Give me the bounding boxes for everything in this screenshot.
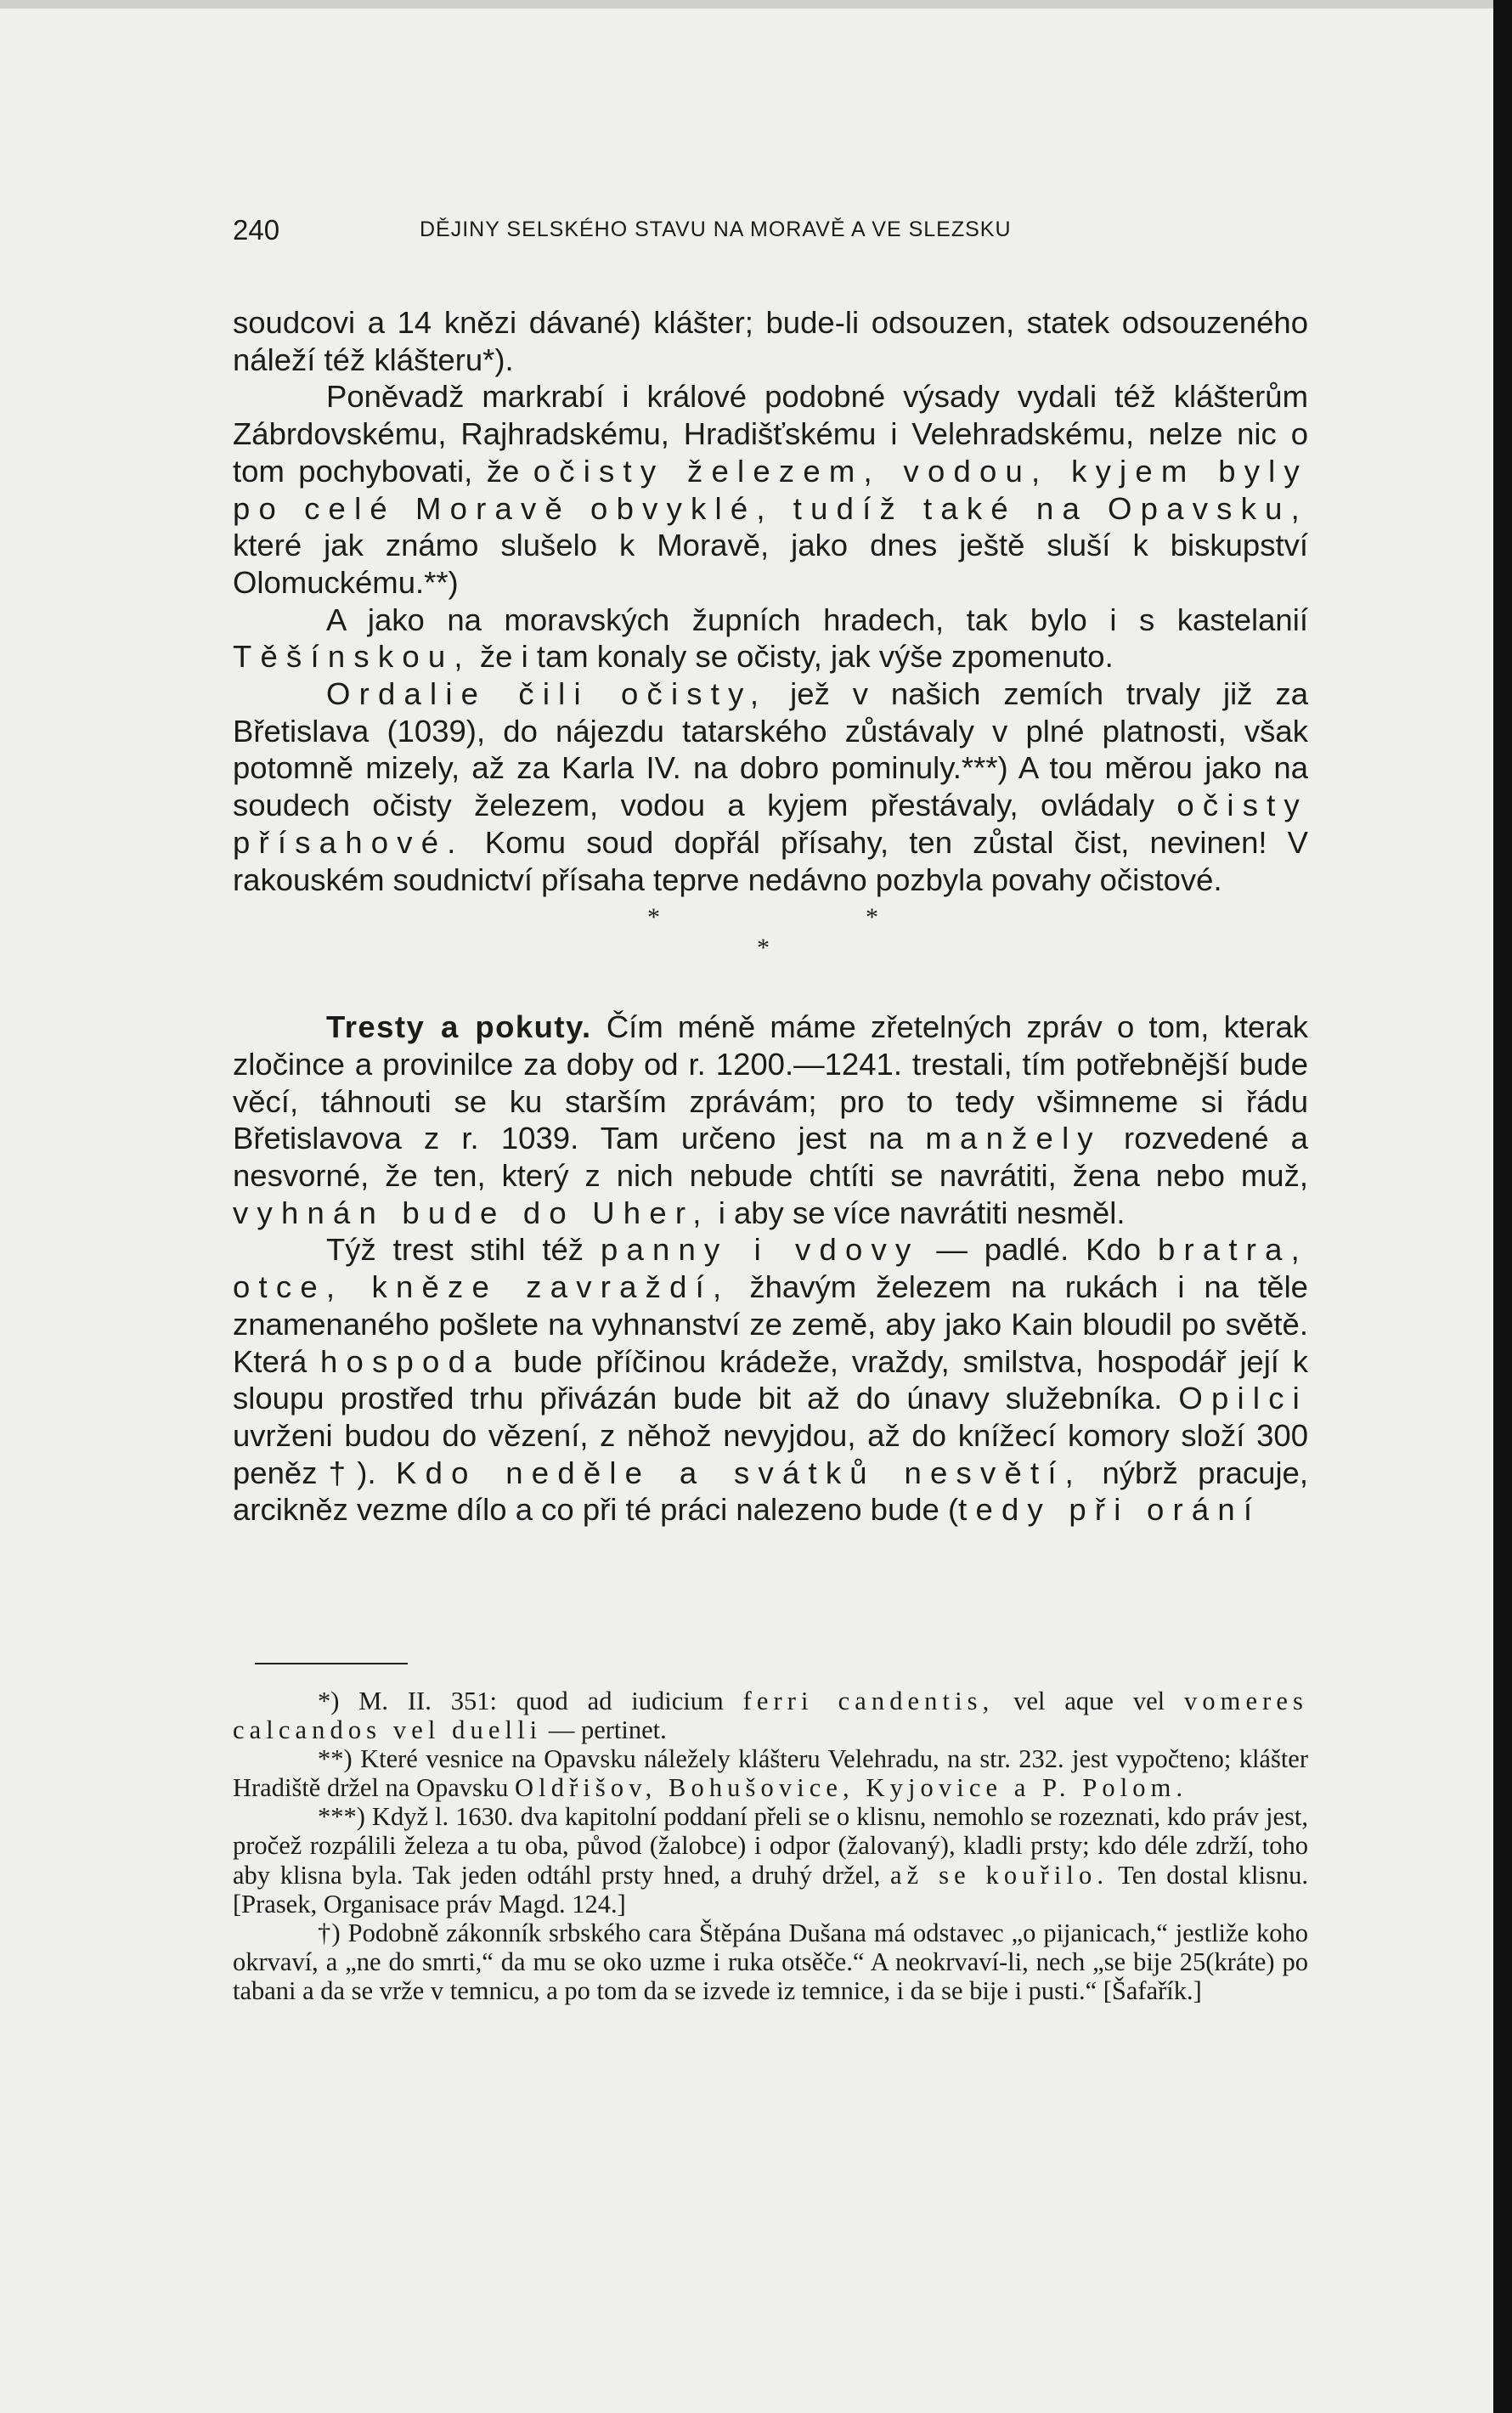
- paragraph-4-spaced: Ordalie čili očisty,: [326, 676, 768, 712]
- paragraph-6-spaced-5: Kdo neděle a svátků nesvětí,: [396, 1455, 1083, 1490]
- separator-star: *: [866, 903, 878, 932]
- paragraph-6-spaced-3: hospoda: [320, 1343, 500, 1379]
- paragraph-6: [233, 1231, 1308, 1529]
- paragraph-6-spaced-6: tedy při orání: [958, 1492, 1261, 1528]
- footnote-1-spaced: ferri candentis,: [742, 1687, 995, 1715]
- paragraph-5-spaced-2: vyhnán bude do Uher,: [233, 1195, 710, 1230]
- footnote-1-text: *) M. II. 351: quod ad iudicium: [318, 1687, 743, 1715]
- paragraph-6-text-6: nýbrž pracuje, arcikněz vezme dílo a co při té práci nalezeno bude (: [233, 1455, 1308, 1528]
- running-head: DĚJINY SELSKÉHO STAVU NA MORAVĚ A VE SLEZSKU: [420, 218, 1012, 241]
- paragraph-2-text: Poněvadž markrabí i králové podobné výsady vydali též klášterům Zábrdovskému, Rajhradskému, Hradišťskému i Velehradskému, nelze nic o tom pochybovati, že: [233, 379, 1308, 489]
- footnote-4: †) Podobně zákonník srbského cara Štěpána Dušana má odstavec „o pijanicach,“ jestliže koho okrvaví, a „ne do smrti,“ da mu se oko uzme i ruka otsěče.“ A neokrvaví-li, nech „se bije 25(kráte) po tabani a da se vrže v temnicu, a po tom da se izvede iz temnice, i da se bije i pusti.“ [Šafařík.]: [233, 1918, 1308, 2005]
- section-separator: [233, 901, 1308, 975]
- paragraph-3-text: A jako na moravských župních hradech, tak bylo i s kastelanií: [326, 602, 1308, 637]
- section-title: Tresty a pokuty.: [326, 1009, 592, 1045]
- footnote-1-text-end: — pertinet.: [542, 1715, 667, 1745]
- page-header: [233, 214, 1320, 257]
- paragraph-6-text: Týž trest stihl též: [326, 1232, 601, 1268]
- paragraph-4-text-end: Komu soud dopřál přísahy, ten zůstal čist, nevinen! V rakouském soudnictví přísaha teprve nedávno pozbyla povahy očistové.: [233, 824, 1308, 897]
- paragraph-6-text-2: — padlé. Kdo: [919, 1232, 1158, 1268]
- paragraph-6-text-3: žhavým železem na rukách i na těle znamenaného pošlete na vyhnanství ze země, aby jako Kain bloudil po světě. Která: [233, 1269, 1308, 1379]
- footnote-1-text-2: vel aque vel: [994, 1687, 1184, 1715]
- footnote-1: [233, 1687, 1308, 1744]
- paragraph-6-spaced-4: Opilci: [1178, 1381, 1308, 1416]
- paragraph-5-text: Čím méně máme zřetelných zpráv o tom, kterak zločince a provinilce za doby od r. 1200.—1241. trestali, tím potřebnější bude věcí, táhnouti se ku starším zprávám; pro to tedy všimneme si řádu Břetislavova z r. 1039. Tam určeno jest na: [233, 1009, 1308, 1156]
- paragraph-6-text-5: uvrženi budou do vězení, z něhož nevyjdou, až do knížecí komory složí 300 peněz†).: [233, 1417, 1308, 1490]
- paragraph-3-text-end: že i tam konaly se očisty, jak výše zpomenuto.: [471, 639, 1114, 675]
- scan-edge-right: [1493, 0, 1512, 2413]
- paragraph-4-spaced-2: očisty přísahové.: [233, 788, 1308, 860]
- footnotes: [233, 1687, 1308, 2005]
- footnote-3-text: ***) Když l. 1630. dva kapitolní poddaní přeli se o klisnu, nemohlo se rozeznati, kdo práv jest, pročež rozpálili železa a tu oba, původ (žalobce) i odpor (žalovaný), kladli prsty; kdo déle zdrží, toho aby klisna byla. Tak jeden odtáhl prsty hned, a druhý držel,: [233, 1802, 1308, 1890]
- separator-star: *: [647, 903, 660, 932]
- paragraph-2-text-end: které jak známo slušelo k Moravě, jako dnes ještě sluší k biskupství Olomuckému.**): [233, 528, 1308, 600]
- paragraph-5-text-2: rozvedené a nesvorné, že ten, který z nich nebude chtíti se navrátiti, žena nebo muž,: [233, 1121, 1308, 1194]
- paragraph-3: [233, 602, 1308, 675]
- footnote-divider: [255, 1663, 408, 1664]
- paragraph-4-text: jež v našich zemích trvaly již za Břetislava (1039), do nájezdu tatarského zůstávaly v plné platnosti, však potomně mizely, až za Karla IV. na dobro pominuly.***) A tou měrou jako na soudech očisty železem, vodou a kyjem přestávaly, ovládaly: [233, 676, 1308, 823]
- paragraph-5-spaced: manžely: [925, 1121, 1102, 1156]
- footnote-2-spaced: Oldřišov, Bohušovice, Kyjovice a P. Polom.: [515, 1773, 1188, 1803]
- paragraph-5-text-end: i aby se více navrátiti nesměl.: [709, 1195, 1126, 1230]
- footnote-1-spaced-2: vomeres calcandos vel duelli: [233, 1687, 1308, 1745]
- paragraph-2-spaced: očisty železem, vodou, kyjem byly po celé Moravě obvyklé, tudíž také na Opavsku,: [233, 453, 1308, 526]
- footnote-2-text: **) Které vesnice na Opavsku náležely klášteru Velehradu, na str. 232. jest vypočteno; klášter Hradiště držel na Opavsku: [233, 1744, 1308, 1803]
- paragraph-6-spaced: panny i vdovy: [600, 1232, 920, 1268]
- footnote-3-spaced: až se kouřilo.: [890, 1860, 1109, 1890]
- paragraph-1: soudcovi a 14 knězi dávané) klášter; bude-li odsouzen, statek odsouzeného náleží též klášteru*).: [233, 305, 1308, 377]
- separator-star: *: [757, 934, 770, 963]
- footnote-3: [233, 1802, 1308, 1918]
- paragraph-6-spaced-2: bratra, otce, kněze zavraždí,: [233, 1232, 1308, 1305]
- footnote-3-text-end: Ten dostal klisnu. [Prasek, Organisace práv Magd. 124.]: [233, 1860, 1308, 1919]
- footnote-2: [233, 1744, 1308, 1802]
- scan-edge-top: [0, 0, 1512, 8]
- paragraph-6-text-4: bude příčinou krádeže, vraždy, smilstva, hospodář její k sloupu prostřed trhu přivázán bude bit až do únavy služebníka.: [233, 1343, 1308, 1416]
- paragraph-5: [233, 1009, 1308, 1231]
- paragraph-2: [233, 378, 1308, 601]
- paragraph-3-spaced: Těšínskou,: [233, 639, 471, 675]
- paragraph-4: [233, 675, 1308, 898]
- page-number: 240: [233, 214, 280, 246]
- main-text: [233, 304, 1308, 1529]
